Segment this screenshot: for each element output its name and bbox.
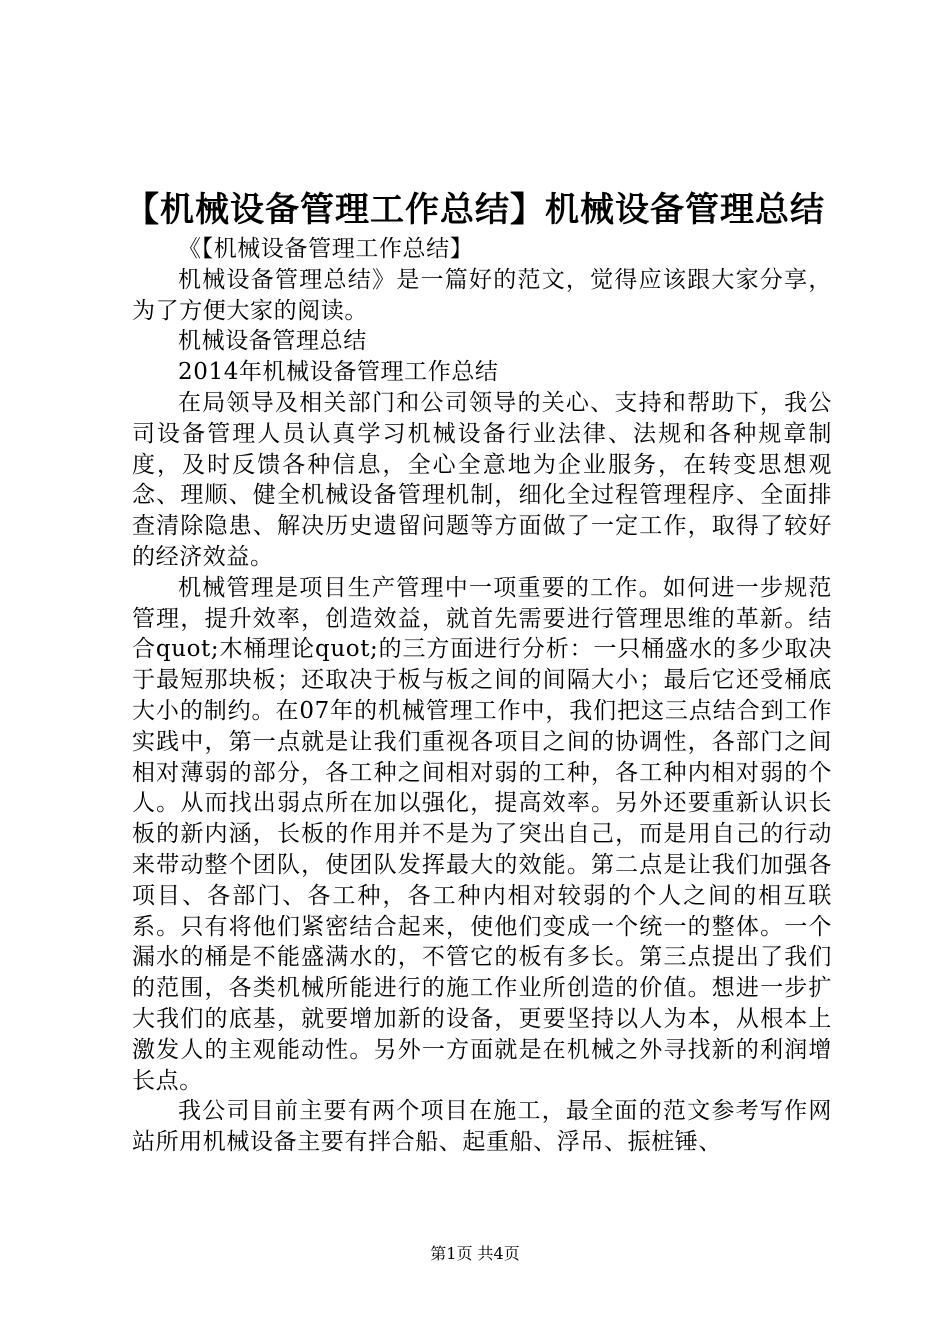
paragraph: 在局领导及相关部门和公司领导的关心、支持和帮助下，我公司设备管理人员认真学习机械设备行业法律、法规和各种规章制度，及时反馈各种信息，全心全意地为企业服务，在转变思想观念、理顺、健全机械设备管理机制，细化全过程管理程序、全面排查清除隐患、解决历史遗留问题等方面做了一定工作，取得了较好的经济效益。 xyxy=(132,389,832,570)
paragraph: 机械管理是项目生产管理中一项重要的工作。如何进一步规范管理，提升效率，创造效益，就首先需要进行管理思维的革新。结合quot;木桶理论quot;的三方面进行分析：一只桶盛水的多少取决于最短那块板；还取决于板与板之间的间隔大小；最后它还受桶底大小的制约。在07年的机械管理工作中，我们把这三点结合到工作实践中，第一点就是让我们重视各项目之间的协调性，各部门之间相对薄弱的部分，各工种之间相对弱的工种，各工种内相对弱的个人。从而找出弱点所在加以强化，提高效率。另外还要重新认识长板的新内涵，长板的作用并不是为了突出自己，而是用自己的行动来带动整个团队，使团队发挥最大的效能。第二点是让我们加强各项目、各部门、各工种，各工种内相对较弱的个人之间的相互联系。只有将他们紧密结合起来，使他们变成一个统一的整体。一个漏水的桶是不能盛满水的，不管它的板有多长。第三点提出了我们的范围，各类机械所能进行的施工作业所创造的价值。想进一步扩大我们的底基，就要增加新的设备，更要坚持以人为本，从根本上激发人的主观能动性。另外一方面就是在机械之外寻找新的利润增长点。 xyxy=(132,574,832,1094)
paragraph: 机械设备管理总结 xyxy=(178,328,367,355)
page-number-footer: 第1页 共4页 xyxy=(430,1244,520,1263)
paragraph: 我公司目前主要有两个项目在施工，最全面的范文参考写作网站所用机械设备主要有拌合船、起重船、浮吊、振桩锤、 xyxy=(132,1098,832,1156)
paragraph: 2014年机械设备管理工作总结 xyxy=(178,359,499,386)
paragraph: 机械设备管理总结》是一篇好的范文，觉得应该跟大家分享，为了方便大家的阅读。 xyxy=(132,266,832,324)
paragraph: 《【机械设备管理工作总结】 xyxy=(178,236,474,262)
document-body xyxy=(132,234,832,1158)
document-title: 【机械设备管理工作总结】机械设备管理总结 xyxy=(125,190,825,230)
